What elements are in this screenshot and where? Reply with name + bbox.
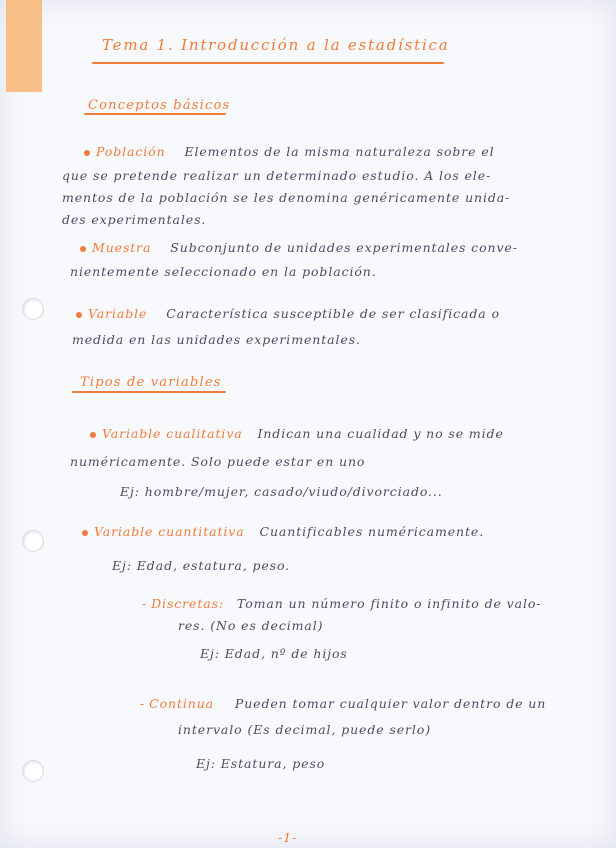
orange-tab	[6, 0, 42, 92]
definition-line	[90, 426, 504, 441]
example-line: Ej: Estatura, peso	[196, 756, 326, 771]
definition-text: Elementos de la misma naturaleza sobre el	[184, 144, 495, 159]
definition-line: que se pretende realizar un determinado estudio. A los ele-	[62, 168, 492, 183]
term-label: Variable	[88, 306, 148, 321]
section-heading: Conceptos básicos	[88, 98, 231, 113]
term-label: Muestra	[92, 240, 152, 255]
heading-underline	[72, 391, 226, 393]
definition-line: nientemente seleccionado en la población.	[70, 264, 377, 279]
definition-text: Característica susceptible de ser clasificada o	[166, 306, 500, 321]
subitem-line: res. (No es decimal)	[178, 618, 324, 633]
bullet-icon	[84, 150, 90, 156]
dash-icon: -	[140, 696, 146, 711]
term-label: Población	[96, 144, 166, 159]
heading-underline	[84, 113, 226, 115]
section-heading: Tipos de variables	[80, 375, 222, 390]
definition-text: Subconjunto de unidades experimentales conve-	[170, 240, 518, 255]
definition-line: numéricamente. Solo puede estar en uno	[70, 454, 366, 469]
punch-hole	[22, 530, 44, 552]
bullet-icon	[90, 432, 96, 438]
example-line: Ej: hombre/mujer, casado/viudo/divorciado...	[120, 484, 443, 499]
bullet-icon	[76, 312, 82, 318]
bullet-icon	[80, 246, 86, 252]
subitem-line	[140, 696, 546, 711]
definition-text: Cuantificables numéricamente.	[259, 524, 485, 539]
definition-text: Pueden tomar cualquier valor dentro de un	[234, 696, 547, 711]
definition-line: des experimentales.	[62, 212, 207, 227]
subitem-line: intervalo (Es decimal, puede serlo)	[178, 722, 432, 737]
definition-text: Toman un número finito o infinito de valo-	[236, 596, 542, 611]
definition-line: medida en las unidades experimentales.	[72, 332, 361, 347]
punch-hole	[22, 298, 44, 320]
example-line: Ej: Edad, nº de hijos	[200, 646, 348, 661]
definition-text: Indican una cualidad y no se mide	[257, 426, 504, 441]
term-label: Continua	[149, 696, 215, 711]
definition-line	[84, 144, 495, 159]
definition-line	[82, 524, 484, 539]
term-label: Variable cualitativa	[102, 426, 243, 441]
dash-icon: -	[142, 596, 148, 611]
example-line: Ej: Edad, estatura, peso.	[112, 558, 291, 573]
punch-hole	[22, 760, 44, 782]
subitem-line	[142, 596, 541, 611]
page-number: -1-	[278, 830, 298, 845]
term-label: Variable cuantitativa	[94, 524, 245, 539]
definition-line	[76, 306, 500, 321]
term-label: Discretas:	[151, 596, 225, 611]
title-underline	[92, 62, 444, 64]
definition-line	[80, 240, 518, 255]
bullet-icon	[82, 530, 88, 536]
definition-line: mentos de la población se les denomina genéricamente unida-	[62, 190, 511, 205]
page-title: Tema 1. Introducción a la estadística	[102, 36, 450, 54]
